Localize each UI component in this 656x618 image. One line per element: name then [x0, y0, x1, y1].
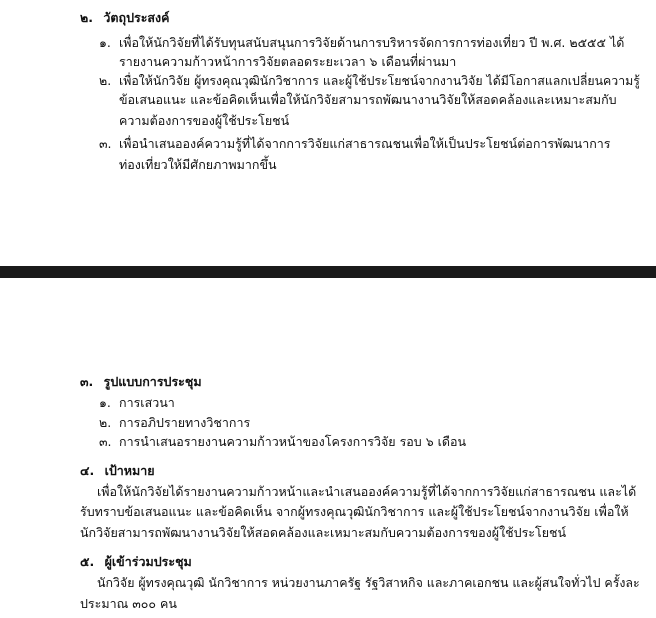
- section-4-line-2: รับทราบข้อเสนอแนะ และข้อคิดเห็น จากผู้ทรงคุณวุฒินักวิชาการ และผู้ใช้ประโยชน์จากงานวิจัย เพื่อให้: [80, 504, 629, 519]
- section-2-heading: [80, 8, 170, 28]
- section-3-number: ๓.: [80, 374, 94, 389]
- section-3-item-2-number: ๒.: [99, 415, 112, 430]
- section-3-item-3-text: การนำเสนอรายงานความก้าวหน้าของโครงการวิจัย รอบ ๖ เดือน: [119, 434, 467, 449]
- section-2-item-3-number: ๓.: [99, 136, 112, 151]
- section-2-title: วัตถุประสงค์: [103, 10, 170, 25]
- section-5-line-2: ประมาณ ๓๐๐ คน: [80, 596, 177, 611]
- section-4-line-1: เพื่อให้นักวิจัยได้รายงานความก้าวหน้าและนำเสนอองค์ความรู้ที่ได้จากการวิจัยแก่สาธารณชน และได้: [97, 484, 637, 499]
- section-5-heading: [80, 552, 192, 572]
- section-2-item-1-number: ๑.: [99, 35, 111, 50]
- section-2-item-1-line-2: รายงานความก้าวหน้าการวิจัยตลอดระยะเวลา ๖ เดือนที่ผ่านมา: [119, 54, 457, 69]
- section-5-number: ๕.: [80, 554, 95, 569]
- section-2-item-3-line-2: ท่องเที่ยวให้มีศักยภาพมากขึ้น: [119, 157, 277, 172]
- section-2-item-2-line-1: เพื่อให้นักวิจัย ผู้ทรงคุณวุฒินักวิชาการ และผู้ใช้ประโยชน์จากงานวิจัย ได้มีโอกาสแลกเปลี่ยนความรู้: [119, 74, 640, 88]
- section-4-title: เป้าหมาย: [104, 463, 155, 478]
- section-3-item-3-number: ๓.: [99, 434, 112, 449]
- section-2-item-2-line-3: ความต้องการของผู้ใช้ประโยชน์: [119, 113, 290, 128]
- document-page-1: [0, 0, 656, 266]
- section-5-title: ผู้เข้าร่วมประชุม: [104, 554, 192, 569]
- section-3-item-1-text: การเสวนา: [119, 395, 175, 410]
- section-5-line-1: นักวิจัย ผู้ทรงคุณวุฒิ นักวิชาการ หน่วยงานภาครัฐ รัฐวิสาหกิจ และภาคเอกชน และผู้สนใจทั่วไป ครั้งละ: [97, 575, 640, 590]
- section-2-item-1-line-1: เพื่อให้นักวิจัยที่ได้รับทุนสนับสนุนการวิจัยด้านการบริหารจัดการการท่องเที่ยว ปี พ.ศ. ๒๕๕๕ ได้: [119, 35, 625, 50]
- section-4-line-3: นักวิจัยสามารถพัฒนางานวิจัยให้สอดคล้องและเหมาะสมกับความต้องการของผู้ใช้ประโยชน์: [80, 525, 567, 540]
- section-2-item-2-line-2: ข้อเสนอแนะ และข้อคิดเห็นเพื่อให้นักวิจัยสามารถพัฒนางานวิจัยให้สอดคล้องและเหมาะสมกับ: [119, 92, 617, 107]
- section-3-item-1-number: ๑.: [99, 395, 111, 410]
- section-2-item-2-number: ๒.: [99, 73, 112, 88]
- section-2-number: ๒.: [80, 10, 93, 25]
- document-page-2: [0, 278, 656, 618]
- section-4-heading: [80, 461, 155, 481]
- page-separator: [0, 266, 656, 278]
- section-2-item-3-line-1: เพื่อนำเสนอองค์ความรู้ที่ได้จากการวิจัยแก่สาธารณชนเพื่อให้เป็นประโยชน์ต่อการพัฒนาการ: [119, 136, 611, 151]
- section-4-number: ๔.: [80, 463, 95, 478]
- section-3-heading: [80, 372, 202, 392]
- section-3-title: รูปแบบการประชุม: [103, 374, 202, 389]
- section-3-item-2-text: การอภิปรายทางวิชาการ: [119, 415, 251, 430]
